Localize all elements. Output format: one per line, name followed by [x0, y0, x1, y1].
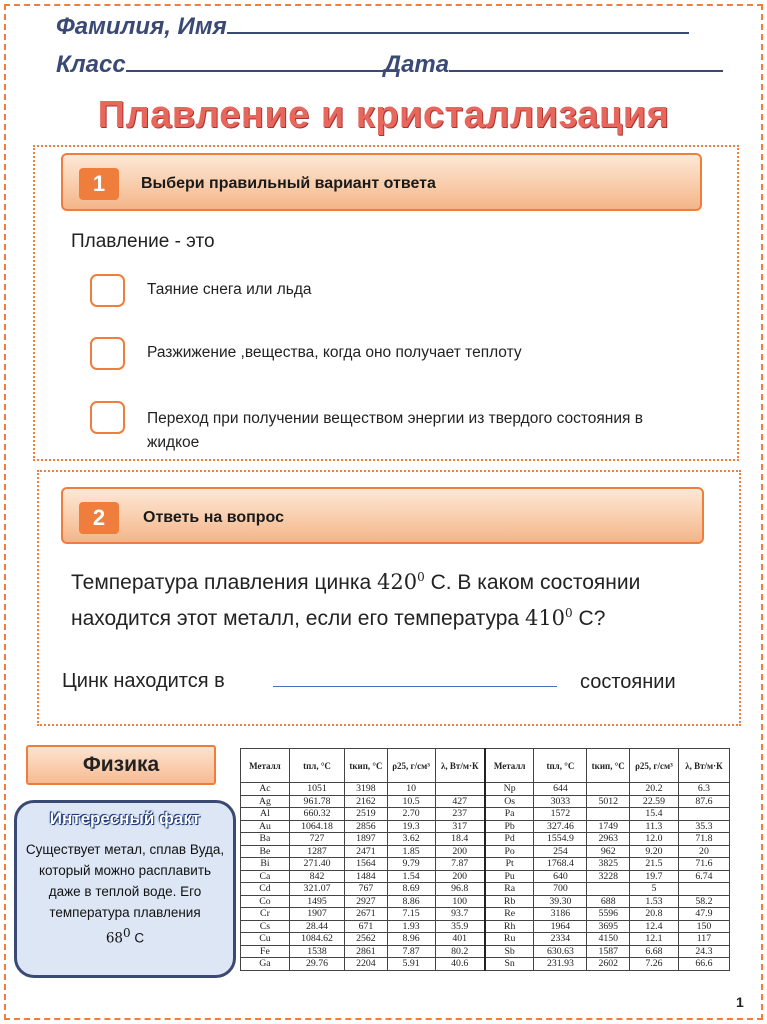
table-cell: 1964 [534, 920, 587, 933]
table-cell: 3825 [587, 858, 630, 871]
table-cell: 3228 [587, 870, 630, 883]
table-cell: Po [485, 845, 534, 858]
q2-text-b: С. В каком состоянии находится этот металл, если его температура [71, 571, 641, 630]
table-cell: Ba [241, 833, 290, 846]
table-cell: 2562 [345, 933, 388, 946]
table-cell: 2963 [587, 833, 630, 846]
table-cell: 3695 [587, 920, 630, 933]
table-cell: Ra [485, 883, 534, 896]
table-cell: 71.8 [678, 833, 729, 846]
table-cell: 87.6 [678, 795, 729, 808]
table-cell: 5596 [587, 908, 630, 921]
table-cell: 3186 [534, 908, 587, 921]
fact-text: Существует метал, сплав Вуда, который можно расплавить даже в теплой воде. Его температура плавления [25, 842, 225, 920]
table-header-cell: tкип, °C [587, 749, 630, 783]
subject-label: Физика [26, 745, 216, 785]
table-cell: 1.53 [630, 895, 679, 908]
table-cell: 7.15 [387, 908, 435, 921]
question-1-number: 1 [79, 168, 119, 200]
date-input-line[interactable] [449, 50, 723, 72]
table-cell: Sn [485, 958, 534, 971]
table-cell: 8.86 [387, 895, 435, 908]
table-cell: 96.8 [435, 883, 485, 896]
table-cell: 12.4 [630, 920, 679, 933]
table-cell: Pd [485, 833, 534, 846]
table-cell: 4150 [587, 933, 630, 946]
table-cell: 71.6 [678, 858, 729, 871]
name-field-line [56, 12, 689, 41]
fact-deg: 0 [123, 926, 131, 940]
table-cell: Al [241, 808, 290, 821]
table-body [241, 783, 730, 971]
table-cell: 93.7 [435, 908, 485, 921]
table-cell: 2927 [345, 895, 388, 908]
table-cell: 671 [345, 920, 388, 933]
table-cell: 100 [435, 895, 485, 908]
table-row [241, 895, 730, 908]
table-cell: Rh [485, 920, 534, 933]
table-cell: Ca [241, 870, 290, 883]
answer-suffix: состоянии [580, 671, 676, 693]
table-cell: Be [241, 845, 290, 858]
table-cell: 660.32 [289, 808, 344, 821]
table-cell: 20 [678, 845, 729, 858]
option-3-label: Переход при получении веществом энергии из твердого состояния в жидкое [147, 410, 643, 451]
table-cell: 47.9 [678, 908, 729, 921]
q2-text-a: Температура плавления цинка [71, 571, 377, 594]
table-cell: 271.40 [289, 858, 344, 871]
table-cell: 10.5 [387, 795, 435, 808]
q2-deg-2: 0 [565, 606, 573, 620]
table-cell: Os [485, 795, 534, 808]
table-cell: 6.74 [678, 870, 729, 883]
table-cell [678, 808, 729, 821]
table-cell: 200 [435, 845, 485, 858]
table-row [241, 933, 730, 946]
table-cell: 1564 [345, 858, 388, 871]
table-row [241, 920, 730, 933]
table-cell: Pb [485, 820, 534, 833]
table-cell: 58.2 [678, 895, 729, 908]
table-cell [587, 783, 630, 796]
table-cell: 1749 [587, 820, 630, 833]
table-cell: 640 [534, 870, 587, 883]
table-row [241, 945, 730, 958]
table-cell: 1064.18 [289, 820, 344, 833]
metals-table-wrap [240, 748, 730, 1002]
q2-deg-1: 0 [417, 570, 425, 584]
table-row [241, 883, 730, 896]
table-cell: Ru [485, 933, 534, 946]
table-cell: 321.07 [289, 883, 344, 896]
page-title: Плавление и кристаллизация [97, 94, 670, 136]
fact-body [25, 839, 225, 950]
table-cell: 28.44 [289, 920, 344, 933]
answer-input-line[interactable] [273, 686, 557, 687]
fact-temp: 68 [105, 930, 124, 947]
option-2-checkbox[interactable] [90, 337, 125, 370]
table-cell: 6.68 [630, 945, 679, 958]
name-label: Фамилия, Имя [56, 13, 227, 40]
table-cell: 1051 [289, 783, 344, 796]
table-row [241, 845, 730, 858]
table-cell: Cu [241, 933, 290, 946]
table-header-cell: tкип, °C [345, 749, 388, 783]
table-cell: 10 [387, 783, 435, 796]
table-cell: 29.76 [289, 958, 344, 971]
table-cell: 3033 [534, 795, 587, 808]
class-date-line [56, 50, 723, 79]
table-row [241, 958, 730, 971]
table-cell: Pa [485, 808, 534, 821]
q2-temp-1: 420 [377, 570, 418, 594]
table-cell: 1538 [289, 945, 344, 958]
table-header-cell: ρ25, г/см³ [630, 749, 679, 783]
table-cell: 1907 [289, 908, 344, 921]
q2-text-c: С? [572, 607, 606, 630]
table-cell: 24.3 [678, 945, 729, 958]
question-1-instruction: Выбери правильный вариант ответа [141, 175, 436, 192]
class-input-line[interactable] [126, 50, 384, 72]
table-cell: 2204 [345, 958, 388, 971]
table-cell: 21.5 [630, 858, 679, 871]
table-cell: 688 [587, 895, 630, 908]
table-cell: 2519 [345, 808, 388, 821]
question-2-number: 2 [79, 502, 119, 534]
table-cell: 700 [534, 883, 587, 896]
table-cell: Ac [241, 783, 290, 796]
fact-title: Интересный факт [49, 809, 201, 828]
table-cell: 2861 [345, 945, 388, 958]
table-cell: 18.4 [435, 833, 485, 846]
table-cell: 401 [435, 933, 485, 946]
table-cell: 254 [534, 845, 587, 858]
table-cell: 1897 [345, 833, 388, 846]
table-cell: 1554.9 [534, 833, 587, 846]
table-cell: Re [485, 908, 534, 921]
table-cell: 727 [289, 833, 344, 846]
table-cell: 150 [678, 920, 729, 933]
table-cell: 630.63 [534, 945, 587, 958]
table-row [241, 870, 730, 883]
table-row [241, 808, 730, 821]
fact-unit: С [130, 930, 145, 946]
table-cell: Np [485, 783, 534, 796]
table-cell: Pt [485, 858, 534, 871]
question-1-lead: Плавление - это [71, 231, 215, 252]
table-cell: Rb [485, 895, 534, 908]
table-cell: 1084.62 [289, 933, 344, 946]
option-1-label: Таяние снега или льда [147, 281, 312, 298]
table-cell [587, 808, 630, 821]
table-cell: 1495 [289, 895, 344, 908]
table-cell: 962 [587, 845, 630, 858]
table-cell: Pu [485, 870, 534, 883]
table-cell: 66.6 [678, 958, 729, 971]
table-cell: 1484 [345, 870, 388, 883]
table-cell: 35.3 [678, 820, 729, 833]
table-header-cell: Металл [485, 749, 534, 783]
table-cell [435, 783, 485, 796]
answer-prefix: Цинк находится в [62, 670, 225, 692]
table-cell: 9.20 [630, 845, 679, 858]
table-cell: 5 [630, 883, 679, 896]
table-header-cell: tпл, °C [289, 749, 344, 783]
table-cell: 644 [534, 783, 587, 796]
table-cell: Bi [241, 858, 290, 871]
table-cell: 2856 [345, 820, 388, 833]
table-cell: 2162 [345, 795, 388, 808]
question-2-header [61, 487, 704, 544]
table-row [241, 908, 730, 921]
question-2-text [71, 562, 711, 634]
name-input-line[interactable] [227, 12, 689, 34]
table-cell: Ga [241, 958, 290, 971]
table-cell: 7.26 [630, 958, 679, 971]
table-cell: Cs [241, 920, 290, 933]
option-1-checkbox[interactable] [90, 274, 125, 307]
option-2-label: Разжижение ,вещества, когда оно получает теплоту [147, 344, 522, 361]
table-cell: 842 [289, 870, 344, 883]
table-cell: 3.62 [387, 833, 435, 846]
table-cell: 19.3 [387, 820, 435, 833]
table-cell: 6.3 [678, 783, 729, 796]
table-cell: 2.70 [387, 808, 435, 821]
table-cell: 40.6 [435, 958, 485, 971]
table-cell: 8.96 [387, 933, 435, 946]
table-cell: 1768.4 [534, 858, 587, 871]
table-cell: 5012 [587, 795, 630, 808]
table-cell: 1572 [534, 808, 587, 821]
table-cell: 20.8 [630, 908, 679, 921]
table-cell: Au [241, 820, 290, 833]
table-cell: 12.1 [630, 933, 679, 946]
table-cell: 1.54 [387, 870, 435, 883]
table-cell: 20.2 [630, 783, 679, 796]
table-cell: 80.2 [435, 945, 485, 958]
table-cell [678, 883, 729, 896]
table-cell: 7.87 [387, 945, 435, 958]
table-header-cell: Металл [241, 749, 290, 783]
table-cell [587, 883, 630, 896]
table-row [241, 783, 730, 796]
table-cell: 7.87 [435, 858, 485, 871]
table-row [241, 795, 730, 808]
table-cell: 1.93 [387, 920, 435, 933]
date-label: Дата [383, 51, 450, 78]
table-cell: 15.4 [630, 808, 679, 821]
table-cell: 12.0 [630, 833, 679, 846]
q2-temp-2: 410 [524, 606, 566, 630]
metals-table [240, 748, 730, 971]
table-cell: Ag [241, 795, 290, 808]
table-cell: 39.30 [534, 895, 587, 908]
table-cell: 2471 [345, 845, 388, 858]
table-cell: Cd [241, 883, 290, 896]
table-cell: 427 [435, 795, 485, 808]
table-cell: 35.9 [435, 920, 485, 933]
table-header-cell: λ, Вт/м·К [678, 749, 729, 783]
table-cell: 117 [678, 933, 729, 946]
table-cell: 3198 [345, 783, 388, 796]
table-cell: 200 [435, 870, 485, 883]
table-cell: 231.93 [534, 958, 587, 971]
question-1-header [61, 153, 702, 211]
table-cell: 2334 [534, 933, 587, 946]
table-row [241, 820, 730, 833]
table-cell: 9.79 [387, 858, 435, 871]
table-row [241, 833, 730, 846]
option-3-checkbox[interactable] [90, 401, 125, 434]
table-header-cell: ρ25, г/см³ [387, 749, 435, 783]
fact-card [14, 800, 236, 978]
table-cell: 327.46 [534, 820, 587, 833]
table-header-cell: λ, Вт/м·К [435, 749, 485, 783]
table-header-row [241, 749, 730, 783]
table-cell: 2671 [345, 908, 388, 921]
table-cell: 11.3 [630, 820, 679, 833]
table-cell: 1287 [289, 845, 344, 858]
table-cell: Co [241, 895, 290, 908]
table-cell: Sb [485, 945, 534, 958]
question-2-instruction: Ответь на вопрос [143, 509, 285, 526]
class-label: Класс [56, 51, 126, 78]
table-row [241, 858, 730, 871]
table-cell: 237 [435, 808, 485, 821]
table-cell: 22.59 [630, 795, 679, 808]
table-cell: 1587 [587, 945, 630, 958]
table-cell: 767 [345, 883, 388, 896]
table-cell: 5.91 [387, 958, 435, 971]
table-cell: 8.69 [387, 883, 435, 896]
table-cell: 961.78 [289, 795, 344, 808]
table-cell: 19.7 [630, 870, 679, 883]
table-cell: 2602 [587, 958, 630, 971]
table-header-cell: tпл, °C [534, 749, 587, 783]
table-cell: Fe [241, 945, 290, 958]
table-cell: Cr [241, 908, 290, 921]
table-cell: 317 [435, 820, 485, 833]
page-number: 1 [736, 994, 744, 1010]
table-cell: 1.85 [387, 845, 435, 858]
